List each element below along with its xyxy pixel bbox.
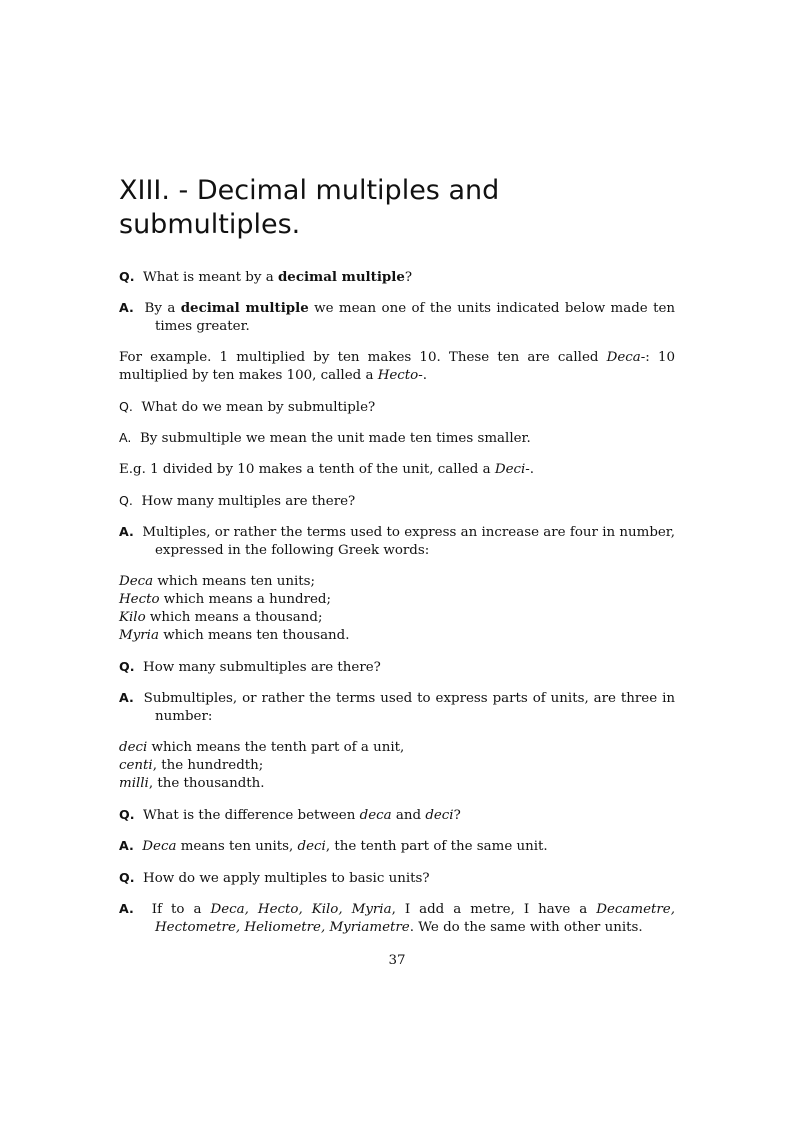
example-multiple-paragraph <box>119 349 675 385</box>
question-text: and <box>391 808 426 823</box>
list-item-description: , the thousandth. <box>148 776 265 791</box>
question-text: What is the difference between <box>143 808 360 823</box>
question-text: How do we apply multiples to basic units? <box>143 871 430 886</box>
answer-decimal-multiple <box>119 299 675 336</box>
italic-term-deci: Deci- <box>494 462 530 477</box>
answer-apply-multiples <box>119 900 675 937</box>
question-marker-letter: Q <box>119 493 129 508</box>
answer-marker <box>119 430 131 445</box>
list-item-term: Myria <box>119 628 159 643</box>
question-marker: Q. <box>119 807 135 822</box>
list-item-description: which means a thousand; <box>145 610 323 625</box>
answer-marker: A. <box>119 524 134 539</box>
italic-term-deca: deca <box>359 808 392 823</box>
answer-marker: A. <box>119 300 134 315</box>
question-decimal-multiple <box>119 268 675 287</box>
question-marker: Q. <box>119 659 135 674</box>
answer-how-many-submultiples <box>119 689 675 726</box>
question-text-end: ? <box>404 270 413 285</box>
list-item <box>119 573 675 591</box>
list-item-description: which means ten thousand. <box>158 628 350 643</box>
list-item <box>119 757 675 775</box>
answer-marker: A. <box>119 690 134 705</box>
list-item <box>119 739 675 757</box>
answer-marker: A. <box>119 901 134 916</box>
italic-prefix-list: Deca, Hecto, Kilo, Myria <box>210 902 392 917</box>
italic-unit-list: Decametre, Hectometre, Heliometre, Myriametre <box>155 902 675 935</box>
question-text: How many multiples are there? <box>141 494 356 509</box>
bold-term: decimal multiple <box>180 300 309 316</box>
list-item-description: which means a hundred; <box>159 592 332 607</box>
italic-term-deca: Deca- <box>606 350 646 365</box>
question-marker: Q. <box>119 269 135 284</box>
answer-marker-punct: . <box>127 430 132 445</box>
question-how-many-multiples <box>119 492 675 511</box>
multiples-list <box>119 573 675 645</box>
list-item <box>119 591 675 609</box>
paragraph-text: . <box>529 462 535 477</box>
bold-term: decimal multiple <box>277 269 405 285</box>
paragraph-text: For example. 1 multiplied by ten makes 10. These ten are called <box>119 350 607 365</box>
question-apply-multiples <box>119 869 675 888</box>
list-item-description: which means ten units; <box>153 574 316 589</box>
answer-text: By submultiple we mean the unit made ten times smaller. <box>139 431 531 446</box>
example-submultiple-paragraph <box>119 461 675 479</box>
chapter-title-line-1: XIII. - Decimal multiples and <box>119 175 500 206</box>
body-text <box>119 268 675 950</box>
question-marker <box>119 399 133 414</box>
question-text-end: ? <box>453 808 461 823</box>
page-number: 37 <box>388 953 406 968</box>
question-text: What do we mean by submultiple? <box>141 400 376 415</box>
answer-text-end: we mean one of the units indicated below made ten times greater. <box>155 301 676 334</box>
chapter-title <box>119 174 675 242</box>
answer-text: , the tenth part of the same unit. <box>325 839 548 854</box>
italic-term-deca: Deca <box>142 839 177 854</box>
chapter-title-line-2: submultiples. <box>119 209 301 240</box>
question-marker-punct: . <box>128 493 133 508</box>
list-item <box>119 627 675 645</box>
italic-term-deci: deci <box>297 839 326 854</box>
list-item-term: centi <box>119 758 153 773</box>
list-item-term: Kilo <box>119 610 146 625</box>
question-text: What is meant by a <box>143 270 278 285</box>
answer-text: , I add a metre, I have a <box>391 902 597 917</box>
question-marker: Q. <box>119 870 135 885</box>
italic-term-hecto: Hecto- <box>377 368 423 383</box>
answer-marker: A. <box>119 838 134 853</box>
submultiples-list <box>119 739 675 793</box>
list-item <box>119 775 675 793</box>
question-submultiple <box>119 398 675 417</box>
paragraph-text: . <box>422 368 428 383</box>
answer-text: Submultiples, or rather the terms used to express parts of units, are three in number: <box>143 691 675 724</box>
list-item-description: , the hundredth; <box>152 758 264 773</box>
question-deca-vs-deci <box>119 806 675 825</box>
list-item-term: milli <box>119 776 149 791</box>
list-item-term: Hecto <box>119 592 160 607</box>
answer-how-many-multiples <box>119 523 675 560</box>
list-item-term: Deca <box>119 574 154 589</box>
list-item-term: deci <box>119 740 148 755</box>
answer-deca-vs-deci <box>119 837 675 856</box>
answer-text: . We do the same with other units. <box>409 920 643 935</box>
answer-marker-letter: A <box>119 430 128 445</box>
answer-text: If to a <box>151 902 211 917</box>
paragraph-text: E.g. 1 divided by 10 makes a tenth of the unit, called a <box>119 462 495 477</box>
list-item-description: which means the tenth part of a unit, <box>147 740 405 755</box>
question-marker <box>119 493 133 508</box>
answer-text: By a <box>144 301 181 316</box>
list-item <box>119 609 675 627</box>
answer-submultiple <box>119 429 675 448</box>
question-marker-punct: . <box>128 399 133 414</box>
answer-text: means ten units, <box>176 839 298 854</box>
question-marker-letter: Q <box>119 399 129 414</box>
italic-term-deci: deci <box>425 808 454 823</box>
paragraph-text: : 10 multiplied by ten makes 100, called a <box>119 350 675 383</box>
question-how-many-submultiples <box>119 658 675 677</box>
question-text: How many submultiples are there? <box>143 660 381 675</box>
document-page <box>119 0 675 1123</box>
answer-text: Multiples, or rather the terms used to express an increase are four in number, expressed in the following Greek words: <box>142 525 675 558</box>
